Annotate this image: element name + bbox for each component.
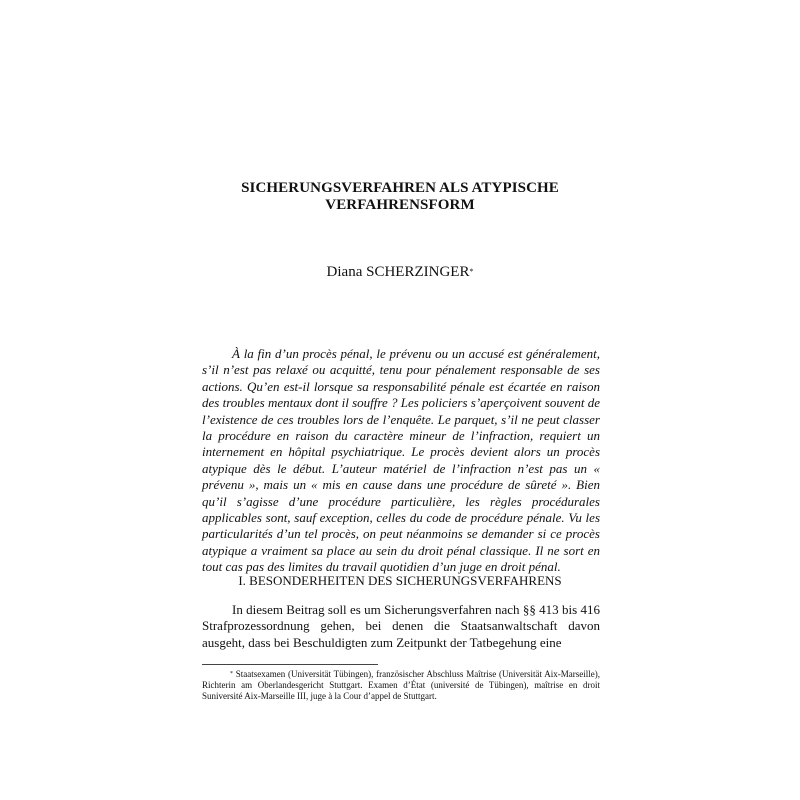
section-heading: I. BESONDERHEITEN DES SICHERUNGSVERFAHRENS: [238, 573, 562, 588]
abstract-paragraph: À la fin d’un procès pénal, le prévenu ou un accusé est généralement, s’il n’est pas relaxé ou acquitté, tenu pour pénalement responsable de ses actions. Qu’en est-il lorsque sa responsabilité pénale est écartée en raison des troubles mentaux dont il souffre ? Les policiers s’aperçoivent souvent de l’existence de ces troubles lors de l’enquête. Le parquet, s’il ne peut classer la procédure en raison du caractère mineur de l’infraction, requiert un internement en hôpital psychiatrique. Le procès devient alors un procès atypique dès le début. L’auteur matériel de l’infraction n’est pas un « prévenu », mais un « mis en cause dans une procédure de sûreté ». Bien qu’il s’agisse d’une procédure particulière, les règles procédurales applicables sont, sauf exception, celles du code de procédure pénale. Vu les particularités d’un tel procès, on peut néanmoins se demander si ce procès atypique a vraiment sa place au sein du droit pénal classique. Il ne sort en tout cas pas des limites du travail quotidien d’un juge en droit pénal.: [202, 346, 600, 575]
footnote-text: Staatsexamen (Universität Tübingen), französischer Abschluss Maîtrise (Universität Aix-Marseille), Richterin am Oberlandesgericht Stuttgart. Examen d’État (université de Tübingen), maîtrise en droit Suniversité Aix-Marseille III, juge à la Cour d’appel de Stuttgart.: [202, 669, 600, 701]
author-line: [200, 264, 600, 281]
author-footnote-mark: *: [469, 267, 474, 276]
article-title: [200, 180, 600, 214]
article-title-line-1: SICHERUNGSVERFAHREN ALS ATYPISCHE: [241, 180, 559, 196]
footnote: [202, 669, 600, 702]
body-paragraph: In diesem Beitrag soll es um Sicherungsverfahren nach §§ 413 bis 416 Strafprozessordnung gehen, bei denen die Staatsanwaltschaft davon ausgeht, dass bei Beschuldigten zum Zeitpunkt der Tatbegehung eine: [202, 602, 600, 650]
article-title-line-2: VERFAHRENSFORM: [325, 197, 475, 213]
footnote-divider: [202, 664, 378, 665]
author-name: Diana SCHERZINGER: [326, 264, 470, 280]
footnote-mark: *: [230, 671, 233, 677]
